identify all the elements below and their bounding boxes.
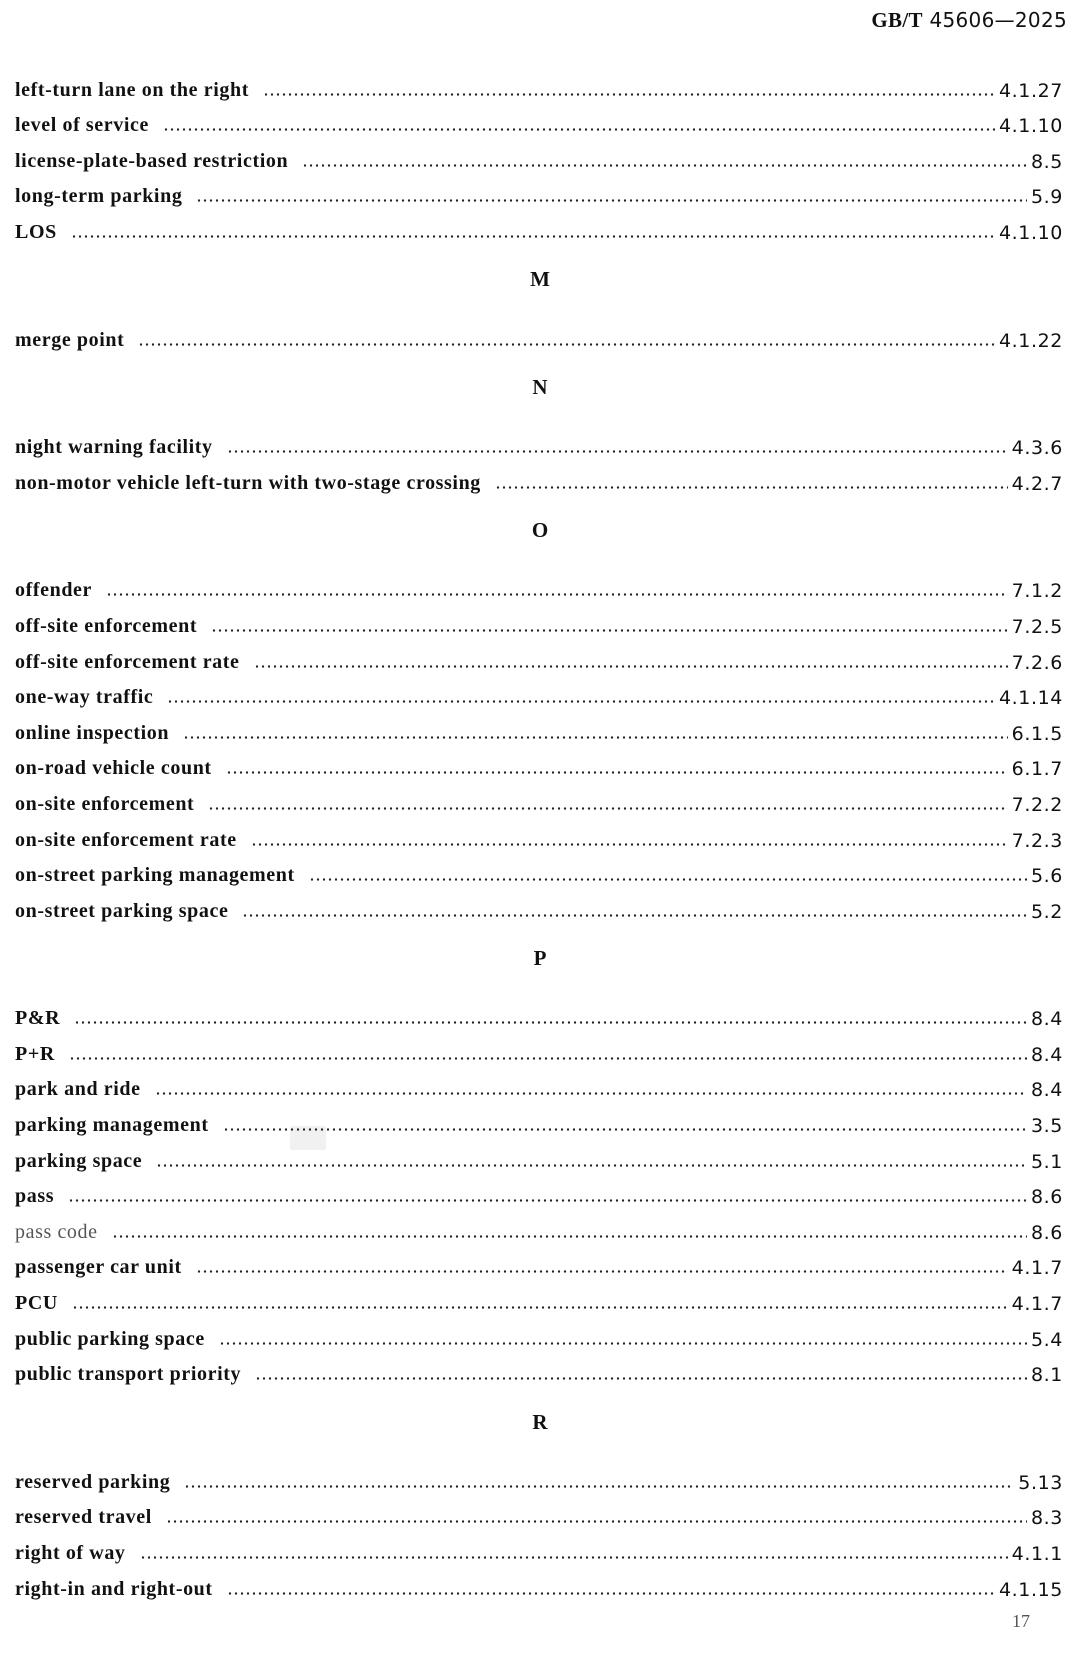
- index-entry: [15, 780, 1065, 816]
- clause-reference: 8.4: [1030, 1079, 1063, 1102]
- dot-leader: [106, 593, 1008, 596]
- index-entry: [15, 1458, 1065, 1494]
- clause-reference: 4.1.14: [998, 687, 1063, 710]
- clause-reference: 5.6: [1030, 865, 1063, 888]
- dot-leader: [69, 1057, 1027, 1060]
- standard-code: GB/T: [871, 8, 923, 32]
- dot-leader: [255, 1377, 1027, 1380]
- alphabetical-index: [15, 66, 1065, 1601]
- dot-leader: [68, 1199, 1027, 1202]
- clause-reference: 4.1.1: [1011, 1543, 1063, 1565]
- page-number: 17: [1012, 1611, 1030, 1631]
- index-entry: [15, 173, 1065, 209]
- index-entry: [15, 66, 1065, 102]
- clause-reference: 7.2.5: [1011, 615, 1063, 638]
- index-term: PCU: [15, 1292, 58, 1315]
- index-entry: [15, 638, 1065, 674]
- index-entry: [15, 709, 1065, 745]
- index-term: LOS: [15, 220, 57, 243]
- dot-leader: [72, 1306, 1008, 1309]
- dot-leader: [167, 700, 995, 703]
- index-entry: [15, 1494, 1065, 1530]
- clause-reference: 8.4: [1030, 1008, 1063, 1031]
- clause-reference: 5.2: [1030, 900, 1063, 923]
- index-entry: [15, 459, 1065, 495]
- index-term: on-street parking space: [15, 899, 229, 922]
- index-term: public transport priority: [15, 1363, 242, 1386]
- index-term: parking management: [15, 1114, 209, 1137]
- clause-reference: 3.5: [1030, 1115, 1063, 1138]
- clause-reference: 6.1.5: [1011, 722, 1063, 745]
- index-entry: [15, 816, 1065, 852]
- index-entry: [15, 208, 1065, 244]
- dot-leader: [309, 878, 1027, 881]
- index-term: reserved parking: [15, 1470, 171, 1493]
- dot-leader: [184, 1485, 1014, 1488]
- index-term: on-road vehicle count: [15, 757, 212, 780]
- clause-reference: 7.1.2: [1011, 580, 1063, 603]
- dot-leader: [226, 771, 1008, 774]
- dot-leader: [138, 343, 995, 346]
- dot-leader: [74, 1021, 1027, 1024]
- index-entry: [15, 1208, 1065, 1244]
- index-term: on-street parking management: [15, 864, 295, 887]
- clause-reference: 4.1.10: [998, 221, 1063, 244]
- index-term: pass code: [15, 1220, 98, 1243]
- dot-leader: [263, 93, 995, 96]
- index-term: right-in and right-out: [15, 1577, 213, 1600]
- dot-leader: [71, 235, 995, 238]
- index-term: license-plate-based restriction: [15, 149, 289, 172]
- index-entry: [15, 1565, 1065, 1601]
- clause-reference: 7.2.2: [1011, 793, 1063, 816]
- index-entry: [15, 852, 1065, 888]
- clause-reference: 4.2.7: [1011, 472, 1063, 495]
- index-term: left-turn lane on the right: [15, 78, 249, 101]
- index-letter-heading: O: [531, 518, 549, 543]
- index-term: level of service: [15, 114, 149, 137]
- index-term: right of way: [15, 1542, 126, 1564]
- index-term: on-site enforcement rate: [15, 828, 237, 851]
- clause-reference: 4.1.22: [998, 329, 1063, 352]
- index-term: parking space: [15, 1149, 143, 1172]
- index-entry: [15, 137, 1065, 173]
- index-letter-heading: R: [532, 1409, 548, 1434]
- index-entry: [15, 424, 1065, 460]
- index-entry: [15, 1101, 1065, 1137]
- clause-reference: 6.1.7: [1011, 758, 1063, 781]
- index-entry: [15, 316, 1065, 352]
- clause-reference: 5.9: [1030, 186, 1063, 209]
- index-term: online inspection: [15, 721, 170, 744]
- index-entry: [15, 674, 1065, 710]
- clause-reference: 5.13: [1018, 1471, 1063, 1494]
- dot-leader: [166, 1520, 1027, 1523]
- dot-leader: [156, 1164, 1027, 1167]
- index-entry: [15, 745, 1065, 781]
- clause-reference: 8.6: [1030, 1221, 1063, 1244]
- index-term: non-motor vehicle left-turn with two-stage crossing: [15, 471, 481, 494]
- clause-reference: 8.5: [1030, 150, 1063, 173]
- clause-reference: 5.4: [1030, 1328, 1063, 1351]
- clause-reference: 4.1.10: [998, 115, 1063, 138]
- dot-leader: [254, 665, 1008, 668]
- clause-reference: 4.1.15: [998, 1578, 1063, 1601]
- dot-leader: [219, 1342, 1027, 1345]
- index-entry: [15, 887, 1065, 923]
- index-entry: [15, 1066, 1065, 1102]
- clause-reference: 7.2.6: [1011, 651, 1063, 674]
- dot-leader: [155, 1092, 1027, 1095]
- index-entry: [15, 1279, 1065, 1315]
- clause-reference: 4.1.7: [1011, 1293, 1063, 1316]
- dot-leader: [112, 1235, 1027, 1238]
- index-term: reserved travel: [15, 1506, 152, 1529]
- index-term: P&R: [15, 1007, 61, 1030]
- index-letter-heading: M: [530, 267, 550, 292]
- clause-reference: 8.3: [1030, 1507, 1063, 1530]
- index-letter-heading: P: [533, 946, 547, 971]
- clause-reference: 4.1.27: [998, 79, 1063, 102]
- dot-leader: [140, 1556, 1008, 1559]
- index-entry: [15, 1351, 1065, 1387]
- dot-leader: [211, 629, 1008, 632]
- index-entry: [15, 1244, 1065, 1280]
- clause-reference: 8.6: [1030, 1186, 1063, 1209]
- index-entry: [15, 1315, 1065, 1351]
- clause-reference: 4.3.6: [1011, 437, 1063, 460]
- dot-leader: [223, 1128, 1027, 1131]
- clause-reference: 5.1: [1030, 1150, 1063, 1173]
- dot-leader: [302, 164, 1027, 167]
- index-term: public parking space: [15, 1327, 205, 1350]
- index-entry: [15, 1030, 1065, 1066]
- index-entry: [15, 1529, 1065, 1565]
- index-term: offender: [15, 579, 92, 602]
- index-term: merge point: [15, 328, 125, 351]
- index-entry: [15, 1137, 1065, 1173]
- dot-leader: [251, 843, 1008, 846]
- index-term: one-way traffic: [15, 686, 154, 709]
- index-term: long-term parking: [15, 185, 183, 208]
- index-term: off-site enforcement rate: [15, 650, 240, 673]
- dot-leader: [495, 486, 1008, 489]
- standard-number: 45606—2025: [929, 8, 1067, 32]
- dot-leader: [227, 1592, 995, 1595]
- dot-leader: [227, 450, 1008, 453]
- dot-leader: [163, 128, 995, 131]
- index-entry: [15, 102, 1065, 138]
- index-term: park and ride: [15, 1078, 141, 1101]
- dot-leader: [183, 736, 1008, 739]
- index-term: night warning facility: [15, 436, 213, 459]
- clause-reference: 8.1: [1030, 1364, 1063, 1387]
- index-term: passenger car unit: [15, 1256, 182, 1279]
- index-entry: [15, 1173, 1065, 1209]
- dot-leader: [196, 1270, 1008, 1273]
- index-letter-heading: N: [532, 375, 548, 400]
- index-entry: [15, 567, 1065, 603]
- page-header: [871, 8, 1067, 33]
- dot-leader: [242, 914, 1027, 917]
- index-entry: [15, 602, 1065, 638]
- index-term: pass: [15, 1185, 55, 1208]
- dot-leader: [196, 199, 1027, 202]
- index-term: on-site enforcement: [15, 792, 195, 815]
- index-term: off-site enforcement: [15, 614, 198, 637]
- clause-reference: 4.1.7: [1011, 1257, 1063, 1280]
- dot-leader: [208, 807, 1007, 810]
- clause-reference: 8.4: [1030, 1043, 1063, 1066]
- index-term: P+R: [15, 1042, 55, 1065]
- clause-reference: 7.2.3: [1011, 829, 1063, 852]
- index-entry: [15, 995, 1065, 1031]
